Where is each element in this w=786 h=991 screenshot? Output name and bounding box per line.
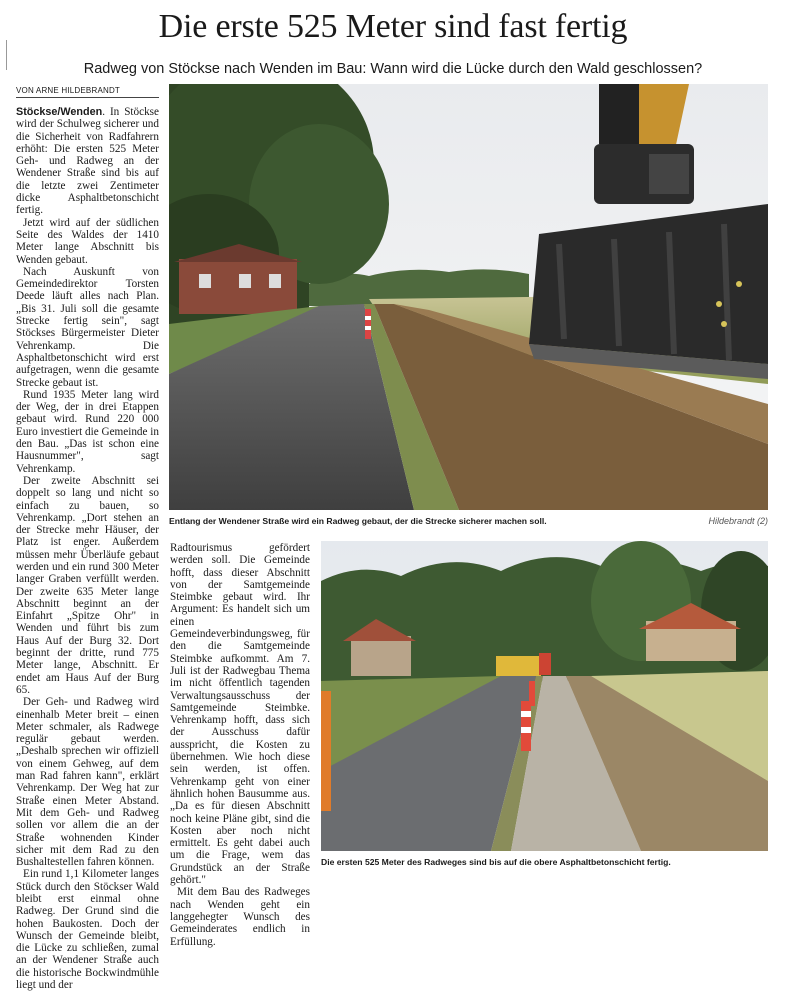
paragraph-4: Rund 1935 Meter lang wird der Weg, der in drei Etappen gebaut wird. Rund 220 000 Euro investiert die Gemeinde in den Bau. „Das ist schon eine Hausnummer", sagt Vehrenkamp. — [16, 388, 159, 475]
paragraph-8: Radtourismus gefördert werden soll. Die Gemeinde hofft, dass dieser Abschnitt von der Samtgemeinde Steimbke gebaut wird. Ihr Argument: Es handelt sich um einen Gemeindeverbindungsweg, für den die Samtgemeinde Steimbke aufkommt. Am 7. Juli ist der Radwegbau Thema im nicht öffentlich tagenden Verwaltungsausschuss der Samtgemeinde Steimbke. Vehrenkamp hofft, dass sich der Ausschuss dafür ausspricht, die Kosten zu übernehmen. Wie hoch diese sein werden, ist offen. Vehrenkamp geht von einer ähnlich hohen Bausumme aus. „Da es für diesen Abschnitt noch keine Pläne gibt, sind die Kosten aber noch nicht ermittelt. Es geht dabei auch um die Frage, wem das Grundstück an der Straße gehört." — [170, 542, 310, 887]
photo-2-caption: Die ersten 525 Meter des Radweges sind bis auf die obere Asphaltbetonschicht fertig. — [321, 857, 671, 867]
paragraph-3: Nach Auskunft von Gemeindedirektor Torsten Deede läuft alles nach Plan. „Bis 31. Juli soll die gesamte Strecke fertig sein", sagt Stöckses Bürgermeister Dieter Vehrenkamp. Die Asphaltbetonschicht wird erst aufgetragen, wenn die gesamte Strecke gebaut ist. — [16, 265, 159, 389]
subheadline: Radweg von Stöckse nach Wenden im Bau: Wann wird die Lücke durch den Wald geschlossen? — [83, 61, 703, 77]
article-column-2 — [170, 542, 310, 948]
paragraph-2: Jetzt wird auf der südlichen Seite des Waldes der 1410 Meter lange Abschnitt bis Wenden gebaut. — [16, 216, 159, 266]
dateline: Stöckse/Wenden — [16, 106, 103, 118]
headline: Die erste 525 Meter sind fast fertig — [158, 8, 628, 45]
photo-credit: Hildebrandt (2) — [708, 516, 768, 526]
photo-finished-path — [321, 541, 768, 851]
paragraph-9: Mit dem Bau des Radweges nach Wenden geht ein langgehegter Wunsch des Gemeinderates endlich in Erfüllung. — [170, 886, 310, 948]
paragraph-1: . In Stöckse wird der Schulweg sicherer und die Sicherheit von Radfahrern erhöht: Die ersten 525 Meter Geh- und Radweg an der Wendener Straße sind bis auf die letzte zwei Zentimeter dicke Asphaltbetonschicht fertig. — [16, 106, 159, 217]
photo-road-excavator — [169, 84, 768, 510]
paragraph-5: Der zweite Abschnitt sei doppelt so lang und nicht so einfach zu bauen, so Vehrenkamp. „Dort stehen an der Strecke mehr Häuser, der Platz ist enger. Außerdem müssen mehr Überläufe gebaut werden und ein rund 300 Meter langer Graben verfüllt werden. Der zweite 635 Meter lange Abschnitt beginnt an der Einfahrt „Spitze Ohr" in Wenden und führt bis zum Haus Auf der Burg 32. Dort beginnt der dritte, rund 775 Meter lange, Abschnitt. Er endet am Haus Auf der Burg 65. — [16, 474, 159, 696]
article-column-1 — [16, 106, 159, 991]
paragraph-6: Der Geh- und Radweg wird einenhalb Meter breit – einen Meter schmaler, als Radwege regulär gebaut werden. „Deshalb sprechen wir offiziell von einem Gehweg, auf dem man Rad fahren kann", erklärt Vehrenkamp. Der Weg hat zur Straße einen Meter Abstand. Mit dem Geh- und Radweg sollen vor allem die an der Straße wohnenden Kinder sicher mit dem Rad zu den Bushaltestellen fahren können. — [16, 696, 159, 869]
paragraph-7: Ein rund 1,1 Kilometer langes Stück durch den Stöckser Wald bleibt erst einmal ohne Radweg. Der Grund sind die hohen Baukosten. Doch der Wunsch der Gemeinde bleibt, die Lücke zu schließen, zumal an der Wendener Straße auch die historische Bockwindmühle liegt und der — [16, 868, 159, 991]
photo-1-caption: Entlang der Wendener Straße wird ein Radweg gebaut, der die Strecke sicherer machen soll. — [169, 516, 547, 526]
byline: VON ARNE HILDEBRANDT — [16, 86, 159, 98]
paragraph-lead — [16, 106, 159, 217]
